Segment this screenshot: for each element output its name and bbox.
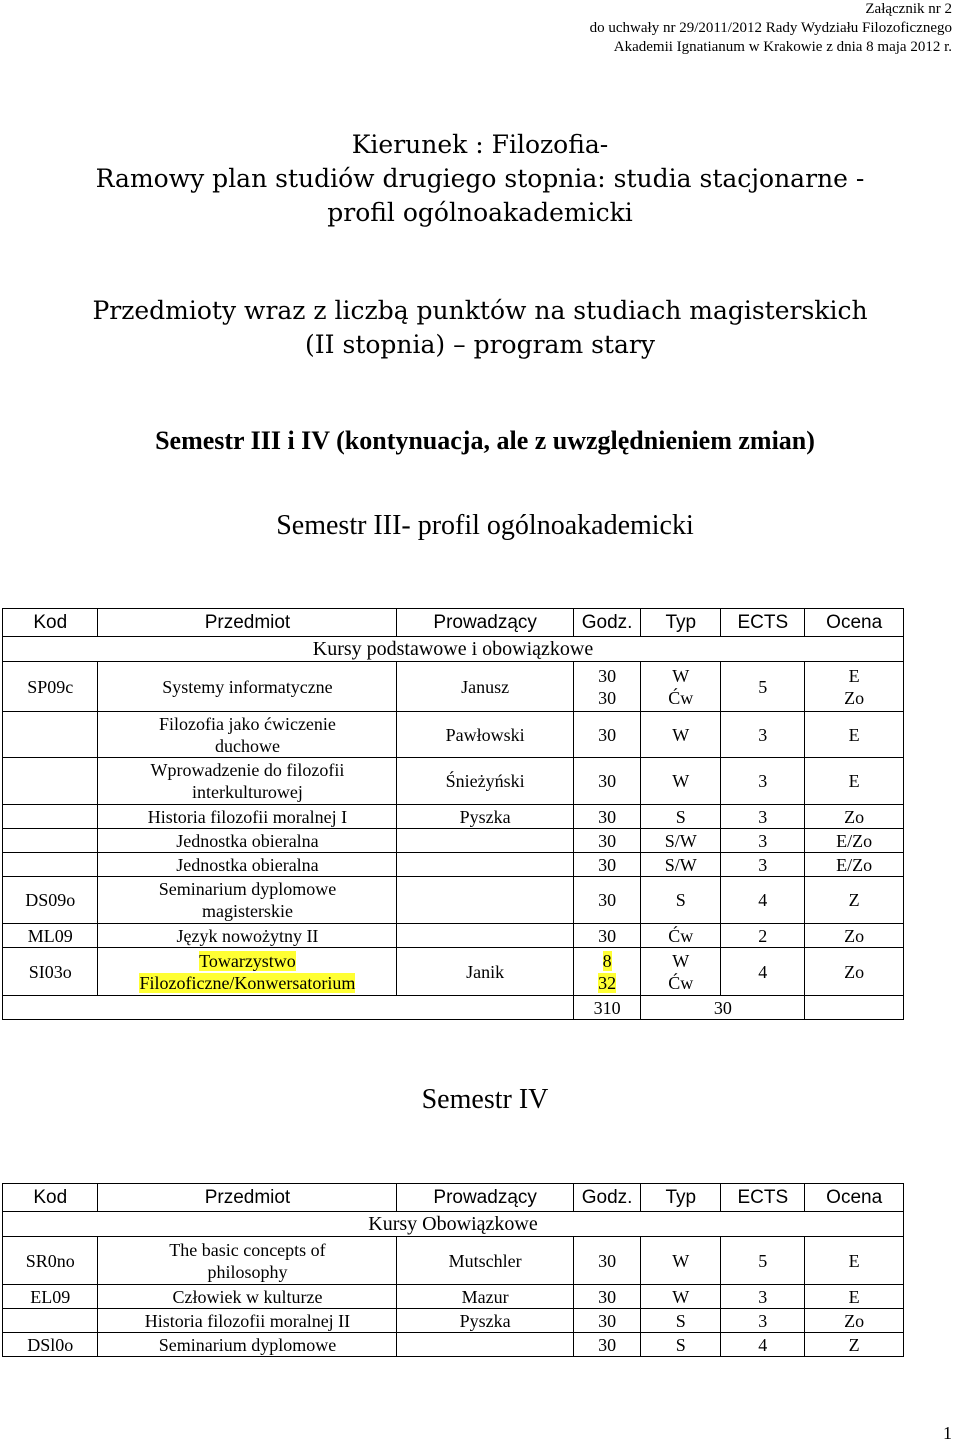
cell-ects: 3 (721, 758, 805, 805)
cell-prowadzacy (397, 1333, 573, 1357)
table-row (3, 948, 904, 996)
cell-typ: S/W (641, 829, 721, 853)
cell-godz: 30 (573, 853, 640, 877)
przedmiot-line: The basic concepts of (169, 1239, 326, 1260)
cell-typ: S (641, 1333, 721, 1357)
cell-ects: 3 (721, 1285, 805, 1309)
table-header-row (3, 609, 904, 637)
attachment-note (590, 0, 952, 57)
cell-godz: 30 (573, 758, 640, 805)
cell-typ (641, 948, 721, 996)
cell-prowadzacy (397, 877, 573, 924)
column-header: Kod (3, 609, 98, 637)
cell-ocena (805, 662, 904, 712)
cell-prowadzacy: Janusz (397, 662, 573, 712)
cell-prowadzacy: Janik (397, 948, 573, 996)
cell-kod (3, 829, 98, 853)
semester-heading: Semestr III i IV (kontynuacja, ale z uwzględnieniem zmian) (155, 426, 815, 455)
cell-przedmiot (98, 1237, 397, 1285)
cell-przedmiot (98, 758, 397, 805)
cell-ects: 4 (721, 877, 805, 924)
cell-godz: 30 (573, 829, 640, 853)
cell-ocena: E (805, 712, 904, 758)
ocena-value: Zo (844, 687, 865, 708)
table-row (3, 829, 904, 853)
cell-godz: 30 (573, 1237, 640, 1285)
cell-godz: 30 (573, 1309, 640, 1333)
totals-row (3, 996, 904, 1020)
godz-value: 30 (598, 687, 617, 708)
semester-3-table (2, 608, 904, 1020)
column-header: Prowadzący (397, 1184, 573, 1212)
cell-ects: 3 (721, 712, 805, 758)
semester-3-title: Semestr III- profil ogólnoakademicki (276, 510, 694, 541)
cell-kod: EL09 (3, 1285, 98, 1309)
cell-typ: W (641, 1285, 721, 1309)
cell-ocena: E/Zo (805, 829, 904, 853)
cell-prowadzacy (397, 924, 573, 948)
cell-typ: S/W (641, 853, 721, 877)
cell-godz (573, 662, 640, 712)
przedmiot-line (100, 950, 394, 972)
column-header: Godz. (573, 609, 640, 637)
page-number: 1 (943, 1423, 952, 1443)
cell-godz: 30 (573, 924, 640, 948)
przedmiot-line (100, 972, 394, 994)
column-header: Przedmiot (98, 609, 397, 637)
typ-value: Ćw (668, 972, 694, 993)
cell-przedmiot: Jednostka obieralna (98, 829, 397, 853)
cell-ects: 5 (721, 662, 805, 712)
table-row (3, 1237, 904, 1285)
semester-4-title: Semestr IV (421, 1084, 549, 1115)
przedmiot-line: magisterskie (201, 901, 293, 921)
column-header: Kod (3, 1184, 98, 1212)
table-row (3, 662, 904, 712)
przedmiot-line: interkulturowej (191, 782, 303, 802)
cell-prowadzacy: Mazur (397, 1285, 573, 1309)
ocena-value: E (848, 665, 860, 686)
cell-ocena: Z (805, 1333, 904, 1357)
cell-godz: 30 (573, 712, 640, 758)
table-row (3, 712, 904, 758)
cell-przedmiot: Człowiek w kulturze (98, 1285, 397, 1309)
cell-przedmiot: Systemy informatyczne (98, 662, 397, 712)
section-label: Kursy podstawowe i obowiązkowe (3, 637, 904, 662)
cell-ocena: Zo (805, 924, 904, 948)
cell-typ: S (641, 1309, 721, 1333)
table-row (3, 853, 904, 877)
cell-prowadzacy (397, 829, 573, 853)
column-header: Typ (641, 1184, 721, 1212)
cell-typ (641, 662, 721, 712)
table-row (3, 805, 904, 829)
cell-ocena: Z (805, 877, 904, 924)
table-row (3, 758, 904, 805)
cell-ocena: Zo (805, 805, 904, 829)
cell-ects: 3 (721, 853, 805, 877)
cell-ects: 3 (721, 829, 805, 853)
przedmiot-line: Filozofia jako ćwiczenie (158, 713, 336, 734)
cell-przedmiot (98, 948, 397, 996)
cell-prowadzacy: Śnieżyński (397, 758, 573, 805)
cell-godz (573, 948, 640, 996)
column-header: ECTS (721, 1184, 805, 1212)
section-row (3, 1212, 904, 1237)
cell-przedmiot: Seminarium dyplomowe (98, 1333, 397, 1357)
przedmiot-line: Wprowadzenie do filozofii (150, 760, 345, 780)
przedmiot-line: duchowe (214, 735, 280, 756)
cell-kod: SR0no (3, 1237, 98, 1285)
cell-prowadzacy: Pyszka (397, 1309, 573, 1333)
cell-godz: 30 (573, 1333, 640, 1357)
cell-przedmiot (98, 712, 397, 758)
total-godz: 310 (573, 996, 640, 1020)
column-header: ECTS (721, 609, 805, 637)
cell-ects: 4 (721, 948, 805, 996)
cell-kod (3, 853, 98, 877)
cell-kod (3, 712, 98, 758)
godz-line (576, 950, 638, 972)
table-row (3, 1333, 904, 1357)
cell-typ: Ćw (641, 924, 721, 948)
subtitle-line: (II stopnia) – program stary (305, 330, 655, 359)
highlighted-text: Filozoficzne/Konwersatorium (139, 972, 356, 993)
section-label: Kursy Obowiązkowe (3, 1212, 904, 1237)
cell-ects: 2 (721, 924, 805, 948)
cell-ocena: E (805, 758, 904, 805)
cell-przedmiot: Jednostka obieralna (98, 853, 397, 877)
cell-ocena: Zo (805, 948, 904, 996)
section-row (3, 637, 904, 662)
cell-kod (3, 1309, 98, 1333)
cell-typ: W (641, 758, 721, 805)
cell-godz: 30 (573, 877, 640, 924)
cell-prowadzacy: Pawłowski (397, 712, 573, 758)
cell-ocena: Zo (805, 1309, 904, 1333)
totals-spacer (3, 996, 574, 1020)
table-row (3, 1309, 904, 1333)
cell-przedmiot: Historia filozofii moralnej II (98, 1309, 397, 1333)
cell-godz: 30 (573, 1285, 640, 1309)
cell-przedmiot (98, 877, 397, 924)
table-row (3, 1285, 904, 1309)
highlighted-text: 32 (598, 972, 617, 993)
cell-prowadzacy: Mutschler (397, 1237, 573, 1285)
table-row (3, 877, 904, 924)
cell-ocena: E (805, 1285, 904, 1309)
cell-prowadzacy (397, 853, 573, 877)
cell-prowadzacy: Pyszka (397, 805, 573, 829)
column-header: Typ (641, 609, 721, 637)
cell-typ: S (641, 877, 721, 924)
cell-kod (3, 805, 98, 829)
cell-kod: SP09c (3, 662, 98, 712)
godz-line (576, 972, 638, 994)
przedmiot-line: philosophy (207, 1261, 288, 1282)
title-line: Kierunek : Filozofia- (351, 130, 609, 159)
cell-kod: ML09 (3, 924, 98, 948)
cell-ects: 5 (721, 1237, 805, 1285)
cell-ocena: E/Zo (805, 853, 904, 877)
attachment-line: Załącznik nr 2 (865, 1, 952, 17)
attachment-line: do uchwały nr 29/2011/2012 Rady Wydziału Filozoficznego (589, 20, 952, 36)
title-line: profil ogólnoakademicki (327, 198, 633, 227)
table-header-row (3, 1184, 904, 1212)
godz-value: 30 (598, 665, 617, 686)
cell-typ: W (641, 712, 721, 758)
przedmiot-line: Seminarium dyplomowe (158, 879, 337, 899)
table-row (3, 924, 904, 948)
cell-godz: 30 (573, 805, 640, 829)
cell-typ: S (641, 805, 721, 829)
cell-kod: DS09o (3, 877, 98, 924)
document-subtitle (0, 294, 960, 362)
cell-ects: 4 (721, 1333, 805, 1357)
column-header: Ocena (805, 1184, 904, 1212)
title-line: Ramowy plan studiów drugiego stopnia: studia stacjonarne - (95, 164, 865, 193)
cell-kod: DSl0o (3, 1333, 98, 1357)
semester-4-table (2, 1183, 904, 1357)
totals-empty (805, 996, 904, 1020)
cell-kod: SI03o (3, 948, 98, 996)
cell-przedmiot: Historia filozofii moralnej I (98, 805, 397, 829)
highlighted-text: 8 (602, 950, 612, 971)
document-title (0, 128, 960, 230)
column-header: Godz. (573, 1184, 640, 1212)
cell-ocena: E (805, 1237, 904, 1285)
column-header: Prowadzący (397, 609, 573, 637)
highlighted-text: Towarzystwo (199, 950, 296, 971)
typ-value: W (672, 665, 690, 686)
typ-value: W (672, 950, 690, 971)
attachment-line: Akademii Ignatianum w Krakowie z dnia 8 maja 2012 r. (613, 39, 952, 55)
cell-ects: 3 (721, 1309, 805, 1333)
cell-typ: W (641, 1237, 721, 1285)
column-header: Ocena (805, 609, 904, 637)
total-ects: 30 (641, 996, 805, 1020)
cell-ects: 3 (721, 805, 805, 829)
column-header: Przedmiot (98, 1184, 397, 1212)
subtitle-line: Przedmioty wraz z liczbą punktów na studiach magisterskich (92, 296, 868, 325)
cell-przedmiot: Język nowożytny II (98, 924, 397, 948)
cell-kod (3, 758, 98, 805)
typ-value: Ćw (668, 687, 694, 708)
